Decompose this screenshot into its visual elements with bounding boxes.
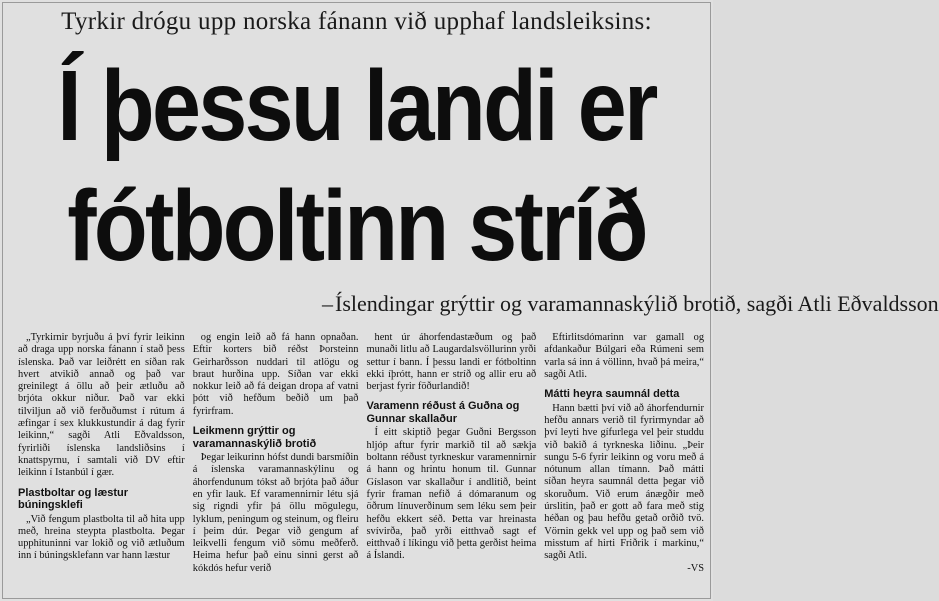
column-2: [193, 332, 359, 594]
column-4: [544, 332, 704, 594]
paragraph: Hann bætti því við að áhorfendurnir hefðu annars verið til fyrirmyndar að því leyti hve gífurlega vel þeir studdu við bakið á tyrkneska liðinu. „Þeir sungu 5-6 fyrir leikinn og voru með á nótunum allan tímann. Það mátti síðan heyra saumnál detta þegar við skoruðum. Við erum ánægðir með úrslitin, það er gott að fara með stig héðan og þau hefðu getað orðið tvö. Vörnin gekk vel upp og það sem við misstum af hirti Friðrik í markinu,“ sagði Atli.: [544, 402, 705, 562]
headline-line-2: fótboltinn stríð: [67, 170, 646, 282]
crosshead: Mátti heyra saumnál detta: [544, 388, 680, 401]
crosshead: Plastboltar og læstur búningsklefi: [18, 486, 129, 512]
paragraph: Þegar leikurinn hófst dundi barsmíðin á íslenska varamannaskýlinu og áhorfendunum tókst að brjóta það áður en yfir lauk. Ef varamennirnir létu sjá sig rigndi yfir þá öllu mögulegu, lyklum, peningum og steinum, og fleiru í þeim dúr. Þegar við gengum af leikvelli fengum við sömu meðferð. Heima hefur það einu sinni gerst að kókdós hefur verið: [192, 452, 359, 574]
subhead-dash: –: [322, 291, 333, 316]
paragraph: og engin leið að fá hann opnaðan. Eftir korters bið réðst Þorsteinn Geirharðsson nuddari til atlögu og braut hurðina upp. Síðan var ekki nokkur leið að fá deigan dropa af vatni þótt við hefðum beðið um það fyrirfram.: [192, 332, 359, 417]
crosshead: Leikmenn grýttir og varamannaskýlið brotið: [192, 425, 317, 450]
paragraph: Eftirlitsdómarinn var gamall og afdankaður Búlgari eða Rúmeni sem varla sá inn á völlinn, hvað þá meira,“ sagði Atli.: [544, 332, 705, 380]
byline-signature: -VS: [687, 562, 705, 574]
paragraph: hent úr áhorfendastæðum og það munaði litlu að Laugardalsvöllurinn yrði settur í bann. Í þessu landi er fótboltinn ekki íþrótt, hann er stríð og allir eru að berjast fyrir föðurlandið!: [366, 332, 537, 393]
crosshead: Varamenn réðust á Guðna og Gunnar skallaður: [366, 400, 520, 425]
column-3: [367, 332, 537, 594]
subhead-text: Íslendingar grýttir og varamannaskýlið brotið, sagði Atli Eðvaldsson: [335, 291, 939, 316]
column-1: [18, 332, 185, 594]
article-columns: [18, 332, 704, 594]
paragraph: „Tyrkirnir byrjuðu á því fyrir leikinn að draga upp norska fánann í stað þess íslenska. Það var leiðrétt en síðan rak hvert atvikið annað og það var greinilegt á öllu að þeir ætluðu að brjóta okkur niður. Það var ekki tilviljun að við ferðuðumst í rútum á æfingar í sex klukkustundir á dag fyrir leikinn,“ sagði Atli Eðvaldsson, fyrirliði íslenska landsliðsins í knattspyrnu, í samtali við DV eftir leikinn í Istanbúl í gær.: [18, 332, 185, 479]
headline-line-1: Í þessu landi er: [57, 50, 656, 162]
kicker: Tyrkir drógu upp norska fánann við upphaf landsleiksins:: [61, 8, 652, 35]
subhead: [322, 291, 939, 317]
paragraph: Í eitt skiptið þegar Guðni Bergsson hljóp aftur fyrir markið til að sækja boltann réðust tyrkneskur varamennirnir á hann og hrintu honum til. Gunnar Gíslason var skallaður í andlitið, beint fyrir framan nefið á dómaranum og öðrum línuverðinum sem léku sem þeir hefðu ekkert séð. Þetta var hreinasta svívirða, það yrði eitthvað sagt ef eitthvað í líkingu við þetta gerðist heima á Íslandi.: [366, 427, 537, 562]
paragraph: „Við fengum plastbolta til að hita upp með, hreina steypta plastbolta. Þegar upphituninni var lokið og við ætluðum inn í búningsklefann var hann læstur: [18, 513, 185, 562]
